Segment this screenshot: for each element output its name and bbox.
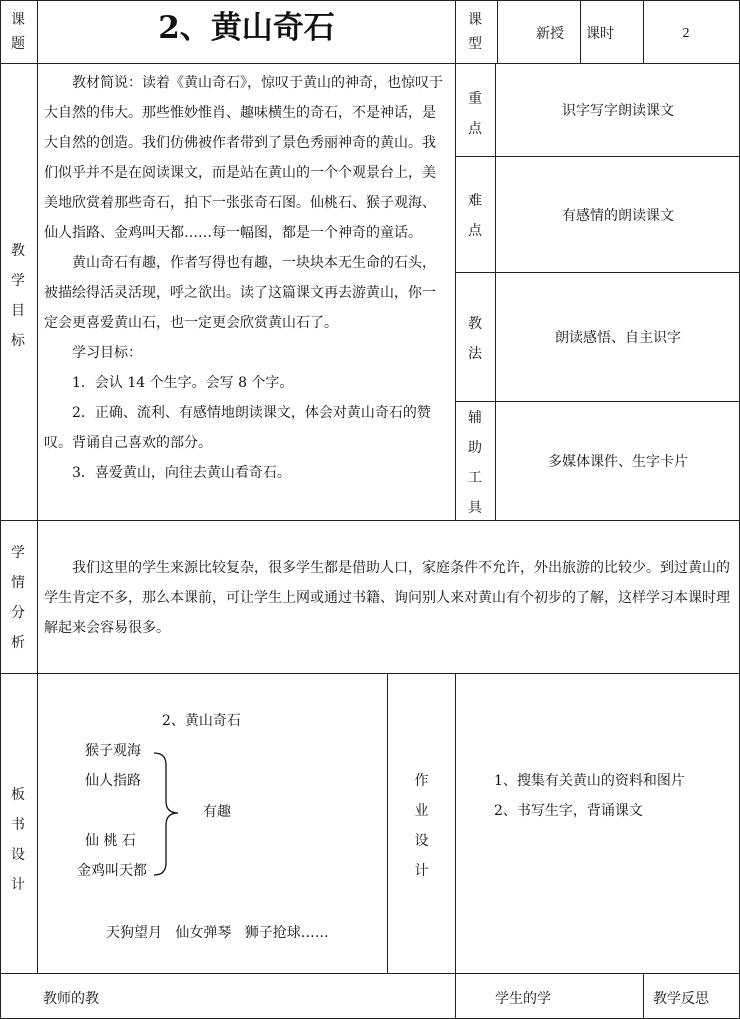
analysis-body xyxy=(44,553,734,643)
method-label-text: 教法 xyxy=(468,316,482,362)
hours-value: 2 xyxy=(682,26,690,41)
grid-line xyxy=(0,673,740,674)
grid-line xyxy=(0,63,740,64)
page-title: 2、黄山奇石 xyxy=(158,10,335,46)
board-label-text: 板书设计 xyxy=(11,787,25,893)
brace-icon xyxy=(152,751,182,881)
type-label-text: 课型 xyxy=(468,12,482,52)
grid-line xyxy=(455,272,740,273)
grid-line xyxy=(37,0,38,973)
analysis-label-text: 学情分析 xyxy=(11,545,25,651)
homework-item-1: 1、搜集有关黄山的资料和图片 xyxy=(494,773,685,789)
type-label xyxy=(455,8,495,56)
footer-teacher: 教师的教 xyxy=(43,991,99,1007)
analysis-label xyxy=(0,538,36,658)
goals-para2: 黄山奇石有趣，作者写得也有趣，一块块本无生命的石头，被描绘得活灵活现，呼之欲出。读了这篇课文再去游黄山，你一定会更喜爱黄山石，也一定更会欣赏黄山石了。 xyxy=(44,255,436,331)
board-heading: 2、黄山奇石 xyxy=(162,713,241,729)
goals-target-3: 3．喜爱黄山，向往去黄山看奇石。 xyxy=(72,465,291,481)
goals-label-text: 教学目标 xyxy=(11,243,25,349)
grid-line xyxy=(455,401,740,402)
topic-label-text: 课题 xyxy=(11,12,25,52)
grid-line xyxy=(497,0,498,64)
grid-line xyxy=(455,156,740,157)
tools-label-text: 辅助工具 xyxy=(468,410,482,516)
method-label xyxy=(455,309,495,369)
grid-line xyxy=(0,0,740,1)
topic-label xyxy=(0,8,36,56)
footer-reflection: 教学反思 xyxy=(653,991,709,1007)
grid-line xyxy=(643,973,644,1019)
grid-line xyxy=(455,673,456,1019)
goals-intro: 教材简说：读着《黄山奇石》，惊叹于黄山的神奇，也惊叹于大自然的伟大。那些惟妙惟肖、趣味横生的奇石，不是神话，是大自然的创造。我们仿佛被作者带到了景色秀丽神奇的黄山。我们似乎并不是在阅读课文，而是站在黄山的一个个观景台上，美美地欣赏着那些奇石，拍下一张张奇石图。仙桃石、猴子观海、仙人指路、金鸡叫天都……每一幅图，都是一个神奇的童话。 xyxy=(44,75,443,241)
grid-line xyxy=(0,520,740,521)
tools-label xyxy=(455,403,495,523)
tools-value: 多媒体课件、生字卡片 xyxy=(548,454,688,470)
key-point-value: 识字写字朗读课文 xyxy=(562,103,674,119)
board-footer: 天狗望月 仙女弹琴 狮子抢球…… xyxy=(106,925,329,941)
board-label xyxy=(0,780,36,900)
goals-body xyxy=(44,68,449,488)
analysis-text: 我们这里的学生来源比较复杂，很多学生都是借助人口，家庭条件不允许，外出旅游的比较少。到过黄山的学生肯定不多，那么本课前，可让学生上网或通过书籍、询问别人来对黄山有个初步的了解，这样学习本课时理解起来会容易很多。 xyxy=(44,560,730,636)
key-point-label-text: 重点 xyxy=(468,91,482,137)
homework-label xyxy=(388,766,455,886)
homework-label-text: 作业设计 xyxy=(414,773,429,879)
goals-target-1: 1．会认 14 个生字。会写 8 个字。 xyxy=(72,375,294,391)
homework-item-2: 2、书写生字，背诵课文 xyxy=(494,803,643,819)
goals-label xyxy=(0,236,36,356)
hours-label: 课时 xyxy=(586,26,614,42)
difficulty-label-text: 难点 xyxy=(468,193,482,239)
goals-targets-heading: 学习目标： xyxy=(72,345,142,361)
board-item-1: 猴子观海 xyxy=(85,743,141,759)
type-value: 新授 xyxy=(536,26,564,42)
grid-line xyxy=(0,973,740,974)
goals-target-2: 2．正确、流利、有感情地朗读课文，体会对黄山奇石的赞叹。背诵自己喜欢的部分。 xyxy=(44,405,431,451)
board-summary: 有趣 xyxy=(203,804,231,820)
method-value: 朗读感悟、自主识字 xyxy=(555,330,681,346)
key-point-label xyxy=(455,84,495,144)
difficulty-value: 有感情的朗读课文 xyxy=(562,208,674,224)
footer-student: 学生的学 xyxy=(495,991,551,1007)
board-item-4: 金鸡叫天都 xyxy=(77,863,147,879)
difficulty-label xyxy=(455,186,495,246)
board-item-2: 仙人指路 xyxy=(85,773,141,789)
board-item-3: 仙 桃 石 xyxy=(85,833,136,849)
